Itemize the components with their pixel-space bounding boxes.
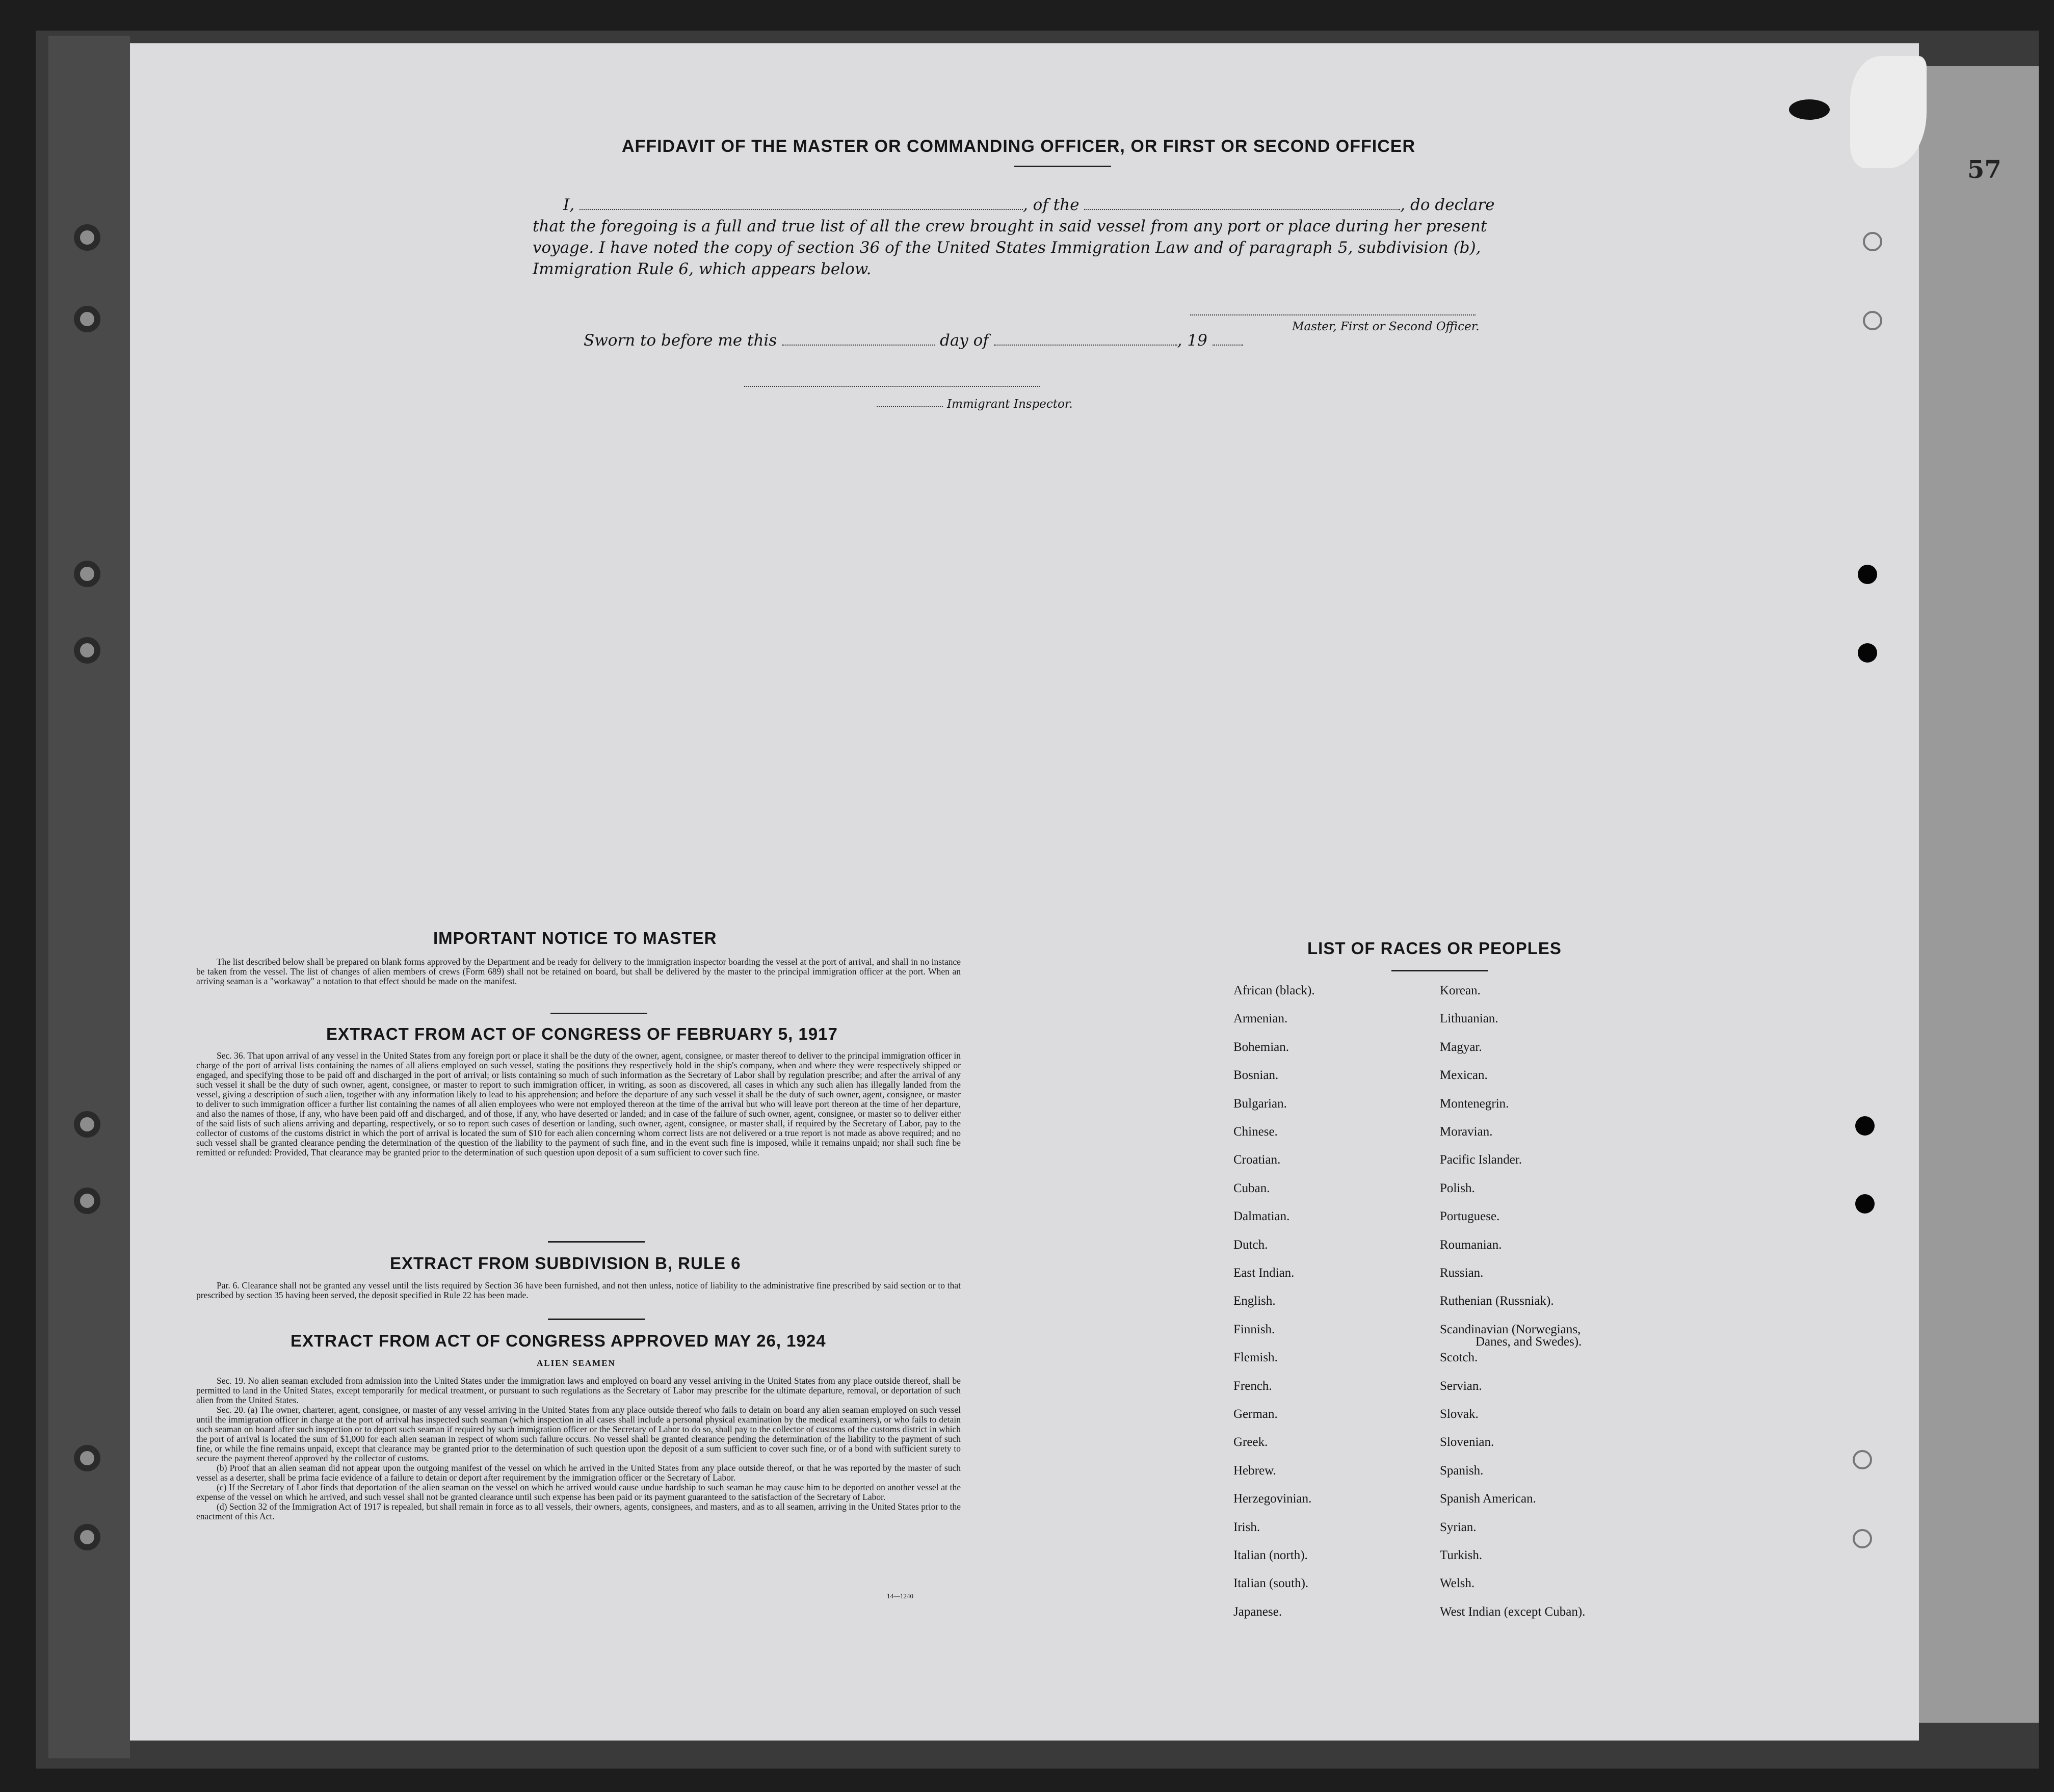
sec20a-paragraph: Sec. 20. (a) The owner, charterer, agent, consignee, or master of any vessel arriving in the United States from any place outside thereof who fails to detain on board any alien seaman employed on such vessel until the immigration officer in charge at the port of arrival has inspected such seaman (which inspection in all cases shall include a personal physical examination by the medical examiners), or who fails to detain such seaman on board after such inspection or to deport such seaman if required by such immigration officer or the Secretary of Labor to do so, shall pay to the collector of customs of the customs district in which the port of arrival is located the sum of $1,000 for each alien seaman in respect of whom such failure occurs. No vessel shall be granted clearance pending the determination of the liability to the payment of such fine, or while the fine remains unpaid, except that clearance may be granted prior to the determination of such question upon the deposit of a sum sufficient to cover such fine, or of a bond with sufficient surety to secure the payment thereof approved by the collector of customs. bbox=[196, 1405, 961, 1463]
declaration-i: I, bbox=[563, 196, 575, 214]
alien-seamen-subtitle: ALIEN SEAMEN bbox=[537, 1358, 616, 1368]
binding-ring-icon bbox=[74, 637, 100, 664]
race-item: Hebrew. bbox=[1233, 1463, 1276, 1478]
notice-title: IMPORTANT NOTICE TO MASTER bbox=[433, 929, 717, 947]
race-item: Scandinavian (Norwegians, bbox=[1440, 1322, 1581, 1336]
race-item: Turkish. bbox=[1440, 1548, 1483, 1562]
torn-corner bbox=[1850, 56, 1927, 168]
divider bbox=[550, 1013, 647, 1014]
punch-hole-icon bbox=[1863, 232, 1882, 251]
race-item: Polish. bbox=[1440, 1181, 1475, 1195]
race-item: Servian. bbox=[1440, 1379, 1482, 1393]
binding-ring-icon bbox=[74, 1111, 100, 1138]
binding-ring-icon bbox=[74, 1188, 100, 1214]
punch-hole-icon bbox=[1853, 1450, 1872, 1469]
race-item: Magyar. bbox=[1440, 1040, 1482, 1054]
inspector-lead-dots bbox=[877, 405, 943, 407]
race-item: Greek. bbox=[1233, 1435, 1268, 1450]
divider bbox=[1391, 970, 1488, 971]
race-item: Bosnian. bbox=[1233, 1068, 1279, 1083]
race-item: Dutch. bbox=[1233, 1237, 1268, 1252]
punch-hole-icon bbox=[1858, 565, 1877, 584]
race-item: German. bbox=[1233, 1407, 1278, 1421]
sworn-year: , 19 bbox=[1177, 331, 1207, 350]
race-item: African (black). bbox=[1233, 984, 1315, 997]
race-item: Japanese. bbox=[1233, 1604, 1282, 1619]
declaration-line-2: that the foregoing is a full and true list of all the crew brought in said vessel from any port or place during her present bbox=[533, 217, 1487, 235]
declaration-do-declare: , do declare bbox=[1400, 196, 1495, 214]
race-item: Flemish. bbox=[1233, 1351, 1278, 1365]
race-item: Montenegrin. bbox=[1440, 1096, 1509, 1111]
extract-1917-text bbox=[196, 1051, 961, 1157]
declaration-line-3: voyage. I have noted the copy of section 36 of the United States Immigration Law and of paragraph 5, subdivision (b), bbox=[533, 239, 1481, 257]
day-blank[interactable] bbox=[782, 331, 935, 346]
extract-1924-title: EXTRACT FROM ACT OF CONGRESS APPROVED MAY 26, 1924 bbox=[291, 1331, 826, 1350]
race-item: Irish. bbox=[1233, 1520, 1260, 1534]
race-item: Slovenian. bbox=[1440, 1435, 1494, 1450]
notice-text bbox=[196, 957, 961, 986]
race-item: Slovak. bbox=[1440, 1407, 1479, 1421]
extract-1924-text bbox=[196, 1376, 961, 1521]
punch-hole-icon bbox=[1858, 643, 1877, 663]
underlying-page-edge bbox=[1919, 66, 2039, 1723]
race-item: Italian (north). bbox=[1233, 1548, 1308, 1562]
rule6-title: EXTRACT FROM SUBDIVISION B, RULE 6 bbox=[390, 1254, 741, 1273]
punch-hole-icon bbox=[1853, 1529, 1872, 1548]
month-blank[interactable] bbox=[994, 331, 1177, 346]
inspector-caption: Immigrant Inspector. bbox=[947, 398, 1073, 411]
binding-ring-icon bbox=[74, 1524, 100, 1550]
race-item: Roumanian. bbox=[1440, 1237, 1502, 1252]
race-item: Chinese. bbox=[1233, 1125, 1278, 1139]
race-item: Spanish. bbox=[1440, 1463, 1484, 1478]
sec20d-paragraph: (d) Section 32 of the Immigration Act of 1917 is repealed, but shall remain in force as to all vessels, their owners, agents, consignees, and masters, and as to all seamen, arriving in the United States prior to the enactment of this Act. bbox=[196, 1501, 961, 1521]
punch-hole-icon bbox=[1855, 1116, 1875, 1136]
race-item: Korean. bbox=[1440, 984, 1481, 997]
divider bbox=[1014, 166, 1111, 167]
race-item: Scotch. bbox=[1440, 1351, 1478, 1365]
race-item: Russian. bbox=[1440, 1266, 1484, 1280]
binding-edge bbox=[48, 36, 130, 1758]
sec20c-paragraph: (c) If the Secretary of Labor finds that deportation of the alien seaman on the vessel on which he arrived would cause undue hardship to such seaman he may cause him to be deported on another vessel at the expense of the vessel on which he arrived, and such vessel shall not be granted clearance until such expense has been paid or its payment guaranteed to the satisfaction of the Secretary of Labor. bbox=[196, 1482, 961, 1502]
race-item: Armenian. bbox=[1233, 1012, 1288, 1026]
master-signature-line[interactable] bbox=[1190, 313, 1476, 315]
race-item: Lithuanian. bbox=[1440, 1012, 1498, 1026]
rule6-text bbox=[196, 1281, 961, 1300]
sec19-paragraph: Sec. 19. No alien seaman excluded from admission into the United States under the immigration laws and employed on board any vessel arriving in the United States from any place outside thereof, shall be permitted to land in the United States, except temporarily for medical treatment, or pursuant to such regulations as the Secretary of Labor may prescribe for the ultimate departure, removal, or deportation of such alien from the United States. bbox=[196, 1376, 961, 1405]
race-item: Spanish American. bbox=[1440, 1492, 1536, 1506]
notice-paragraph: The list described below shall be prepared on blank forms approved by the Department and be ready for delivery to the immigration inspector boarding the vessel at the port of arrival, and shall in no instance be taken from the vessel. The list of changes of alien members of crews (Form 689) shall not be retained on board, but shall be delivered by the master to the principal immigration officer at the port. When an arriving seaman is a "workaway" a notation to that effect should be made on the manifest. bbox=[196, 957, 961, 986]
declaration-line-4: Immigration Rule 6, which appears below. bbox=[533, 260, 872, 278]
master-signature-caption: Master, First or Second Officer. bbox=[1292, 320, 1480, 333]
race-item: Mexican. bbox=[1440, 1068, 1488, 1083]
race-item: Bohemian. bbox=[1233, 1040, 1289, 1054]
divider bbox=[548, 1241, 645, 1243]
race-item: Dalmatian. bbox=[1233, 1209, 1290, 1224]
ink-blot bbox=[1789, 99, 1830, 120]
year-blank[interactable] bbox=[1213, 331, 1243, 346]
race-item: Cuban. bbox=[1233, 1181, 1270, 1195]
rule6-paragraph: Par. 6. Clearance shall not be granted any vessel until the lists required by Section 36 have been furnished, and not then unless, notice of liability to the administrative fine prescribed by said section or to that prescribed by section 35 having been served, the deposit specified in Rule 22 has been made. bbox=[196, 1280, 961, 1300]
race-item: Syrian. bbox=[1440, 1520, 1477, 1534]
declaration-of-the: , of the bbox=[1022, 196, 1079, 214]
page-number: 57 bbox=[1967, 155, 2002, 184]
race-item: East Indian. bbox=[1233, 1266, 1295, 1280]
vessel-blank[interactable] bbox=[1084, 196, 1400, 210]
race-item: Herzegovinian. bbox=[1233, 1492, 1312, 1506]
sec36-paragraph: Sec. 36. That upon arrival of any vessel in the United States from any foreign port or place it shall be the duty of the owner, agent, consignee, or master thereof to deliver to the principal immigration officer in charge of the port of arrival lists containing the names of all aliens employed on such vessel, stating the positions they respectively hold in the ship's company, when and where they were respectively shipped or engaged, and specifying those to be paid off and discharged in the port of arrival; or lists containing so much of such information as the Secretary of Labor shall by regulation prescribe; and after the arrival of any such vessel it shall be the duty of such owner, agent, consignee, or master to report to such immigration officer, in writing, as soon as discovered, all cases in which any such alien has illegally landed from the vessel, giving a description of such alien, together with any information likely to lead to his apprehension; and before the departure of any such vessel it shall be the duty of such owner, agent, consignee, or master to deliver to such immigration officer a further list containing the names of all alien employees who were not employed thereon at the time of the arrival but who will leave port thereon at the time of her departure, and also the names of those, if any, who have been paid off and discharged, and of those, if any, who have deserted or landed; and in case of the failure of such owner, agent, consignee, or master so to deliver either of the said lists of such aliens arriving and departing, respectively, or so to report such cases of desertion or landing, such owner, agent, consignee, or master shall, if required by the Secretary of Labor, pay to the collector of customs of the customs district in which the port of arrival is located the sum of $10 for each alien concerning whom correct lists are not delivered or a true report is not made as above required; and no such vessel shall be granted clearance pending the determination of the question of the liability to the payment of such fine, and in the event such fine is imposed, while it remains unpaid; nor shall such fine be remitted or refunded: Provided, That clearance may be granted prior to the determination of such question upon deposit of a sum sufficient to cover such fine. bbox=[196, 1050, 961, 1157]
punch-hole-icon bbox=[1863, 311, 1882, 330]
race-item: West Indian (except Cuban). bbox=[1440, 1604, 1586, 1619]
race-item: French. bbox=[1233, 1379, 1272, 1393]
inspector-signature-line[interactable] bbox=[744, 385, 1040, 387]
form-code: 14—1240 bbox=[887, 1592, 913, 1600]
race-item: Moravian. bbox=[1440, 1125, 1493, 1139]
sec20b-paragraph: (b) Proof that an alien seaman did not appear upon the outgoing manifest of the vessel on which he arrived in the United States from any place outside thereof, or that he was reported by the master of such vessel as a deserter, shall be prima facie evidence of a failure to detain or deport after requirement by the immigration officer or the Secretary of Labor. bbox=[196, 1463, 961, 1483]
sworn-day-of: day of bbox=[939, 331, 989, 350]
race-item: Portuguese. bbox=[1440, 1209, 1500, 1224]
name-blank[interactable] bbox=[580, 196, 1023, 210]
punch-hole-icon bbox=[1855, 1194, 1875, 1214]
race-item: Bulgarian. bbox=[1233, 1096, 1287, 1111]
race-item: Croatian. bbox=[1233, 1153, 1281, 1167]
binding-ring-icon bbox=[74, 1445, 100, 1471]
race-item: Pacific Islander. bbox=[1440, 1153, 1522, 1167]
divider bbox=[548, 1319, 645, 1320]
race-item: Welsh. bbox=[1440, 1576, 1475, 1591]
races-title: LIST OF RACES OR PEOPLES bbox=[1307, 939, 1562, 958]
affidavit-title: AFFIDAVIT OF THE MASTER OR COMMANDING OFFICER, OR FIRST OR SECOND OFFICER bbox=[622, 137, 1415, 156]
race-item: Italian (south). bbox=[1233, 1576, 1309, 1591]
race-item: Ruthenian (Russniak). bbox=[1440, 1294, 1554, 1308]
sworn-line bbox=[584, 331, 1243, 350]
sworn-start: Sworn to before me this bbox=[584, 331, 777, 350]
binding-ring-icon bbox=[74, 306, 100, 332]
race-item: Finnish. bbox=[1233, 1322, 1275, 1336]
binding-ring-icon bbox=[74, 224, 100, 251]
extract-1917-title: EXTRACT FROM ACT OF CONGRESS OF FEBRUARY 5, 1917 bbox=[326, 1024, 838, 1043]
race-item: English. bbox=[1233, 1294, 1276, 1308]
binding-ring-icon bbox=[74, 561, 100, 587]
race-item: Danes, and Swedes). bbox=[1476, 1334, 1582, 1349]
